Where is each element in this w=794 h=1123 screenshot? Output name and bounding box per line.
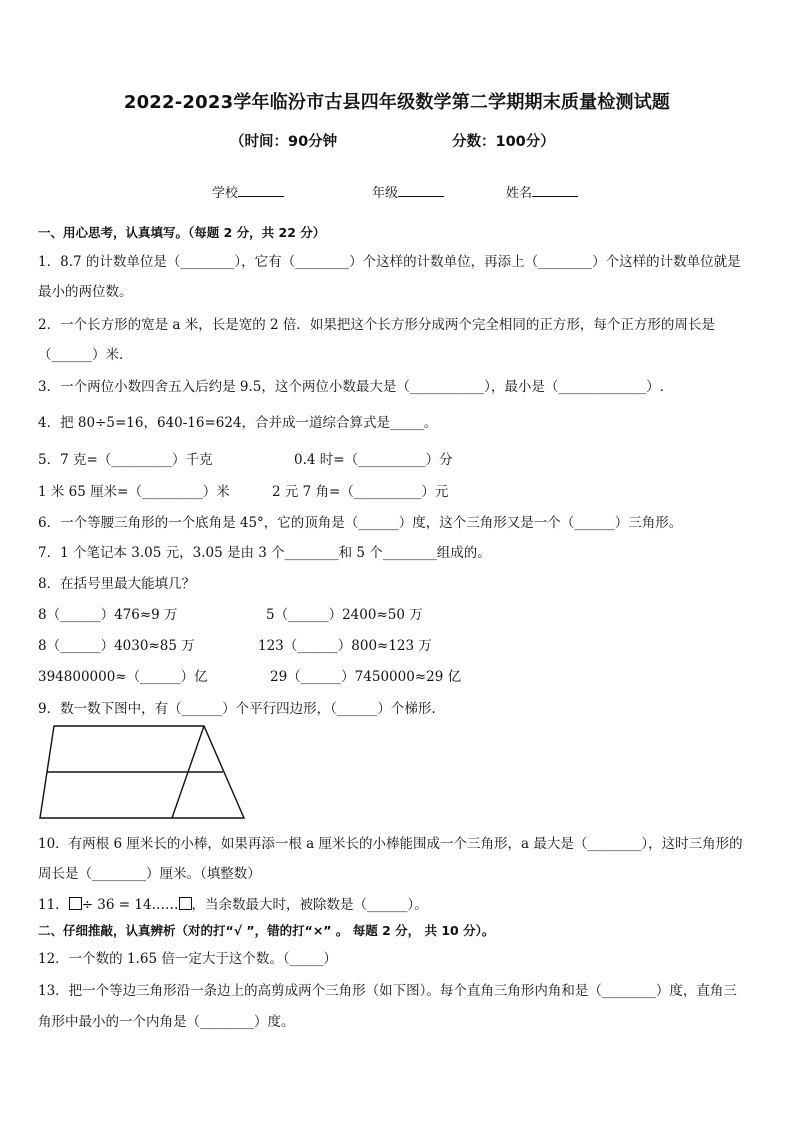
- question-11-number: 11．: [38, 897, 69, 913]
- school-blank[interactable]: [238, 184, 284, 197]
- section-2-heading: 二、仔细推敲，认真辨析（对的打“√ ”，错的打“×” 。 每题 2 分， 共 10 分）。: [38, 923, 495, 938]
- question-8-item-1: 8（______）476≈9 万: [38, 607, 178, 623]
- question-11-text: ，当余数最大时，被除数是（______）。: [191, 897, 428, 913]
- question-13-line-2: 角形中最小的一个内角是（________）度。: [38, 1014, 295, 1030]
- question-5-item-3: 1 米 65 厘米=（_________）米: [38, 484, 230, 500]
- time-label: （时间：90分钟: [230, 134, 338, 150]
- question-8: 8．在括号里最大能填几？: [38, 576, 196, 592]
- name-blank[interactable]: [532, 184, 578, 197]
- question-8-item-2: 5（______）2400≈50 万: [266, 607, 423, 623]
- question-2-line-1: 2．一个长方形的宽是 a 米，长是宽的 2 倍．如果把这个长方形分成两个完全相同的正方形，每个正方形的周长是: [38, 317, 715, 333]
- question-5-item-2: 0.4 时=（__________）分: [294, 452, 453, 468]
- section-1-heading: 一、用心思考，认真填写。（每题 2 分，共 22 分）: [38, 225, 326, 240]
- question-8-item-3: 8（______）4030≈85 万: [38, 638, 195, 654]
- question-12: 12．一个数的 1.65 倍一定大于这个数。（_____）: [38, 951, 337, 967]
- question-8-item-4: 123（______）800≈123 万: [258, 638, 432, 654]
- question-3: 3．一个两位小数四舍五入后约是 9.5，这个两位小数最大是（___________），最小是（_____________）.: [38, 379, 664, 395]
- square-box-icon: [69, 897, 82, 910]
- square-box-icon: [179, 897, 192, 910]
- name-field[interactable]: [506, 182, 578, 201]
- question-7: 7．1 个笔记本 3.05 元，3.05 是由 3 个________和 5 个________组成的。: [38, 545, 491, 561]
- grade-blank[interactable]: [398, 184, 444, 197]
- score-label: 分数：100分）: [452, 134, 555, 150]
- school-field[interactable]: [212, 182, 284, 201]
- question-1-line-1: 1．8.7 的计数单位是（________），它有（________）个这样的计数单位，再添上（________）个这样的计数单位就是: [38, 254, 741, 270]
- question-4: 4．把 80÷5=16，640-16=624，合并成一道综合算式是_____。: [38, 415, 438, 431]
- question-10-line-1: 10．有两根 6 厘米长的小棒，如果再添一根 a 厘米长的小棒能围成一个三角形，a 最大是（________），这时三角形的: [38, 836, 743, 852]
- question-10-line-2: 周长是（________）厘米。（填整数）: [38, 866, 261, 882]
- school-label: 学校: [212, 186, 239, 201]
- name-label: 姓名: [506, 186, 533, 201]
- page-title: 2022-2023学年临汾市古县四年级数学第二学期期末质量检测试题: [123, 92, 671, 113]
- question-8-item-6: 29（______）7450000≈29 亿: [270, 669, 462, 685]
- question-11: [38, 893, 428, 913]
- question-6: 6．一个等腰三角形的一个底角是 45°，它的顶角是（______）度，这个三角形又是一个（______）三角形。: [38, 515, 683, 531]
- question-2-line-2: （______）米．: [38, 347, 133, 363]
- grade-field[interactable]: [372, 182, 444, 201]
- question-9: 9．数一数下图中，有（______）个平行四边形，（______）个梯形.: [38, 701, 436, 717]
- question-13-line-1: 13．把一个等边三角形沿一条边上的高剪成两个三角形（如下图）。每个直角三角形内角和是（________）度，直角三: [38, 983, 737, 999]
- question-5-item-4: 2 元 7 角=（__________）元: [272, 484, 449, 500]
- question-11-expression: ÷ 36 = 14……: [81, 897, 179, 913]
- question-5-item-1: 5．7 克=（_________）千克: [38, 452, 213, 468]
- trapezoid-figure: [36, 722, 248, 822]
- question-1-line-2: 最小的两位数。: [38, 284, 133, 300]
- question-8-item-5: 394800000≈（______）亿: [38, 669, 208, 685]
- grade-label: 年级: [372, 186, 399, 201]
